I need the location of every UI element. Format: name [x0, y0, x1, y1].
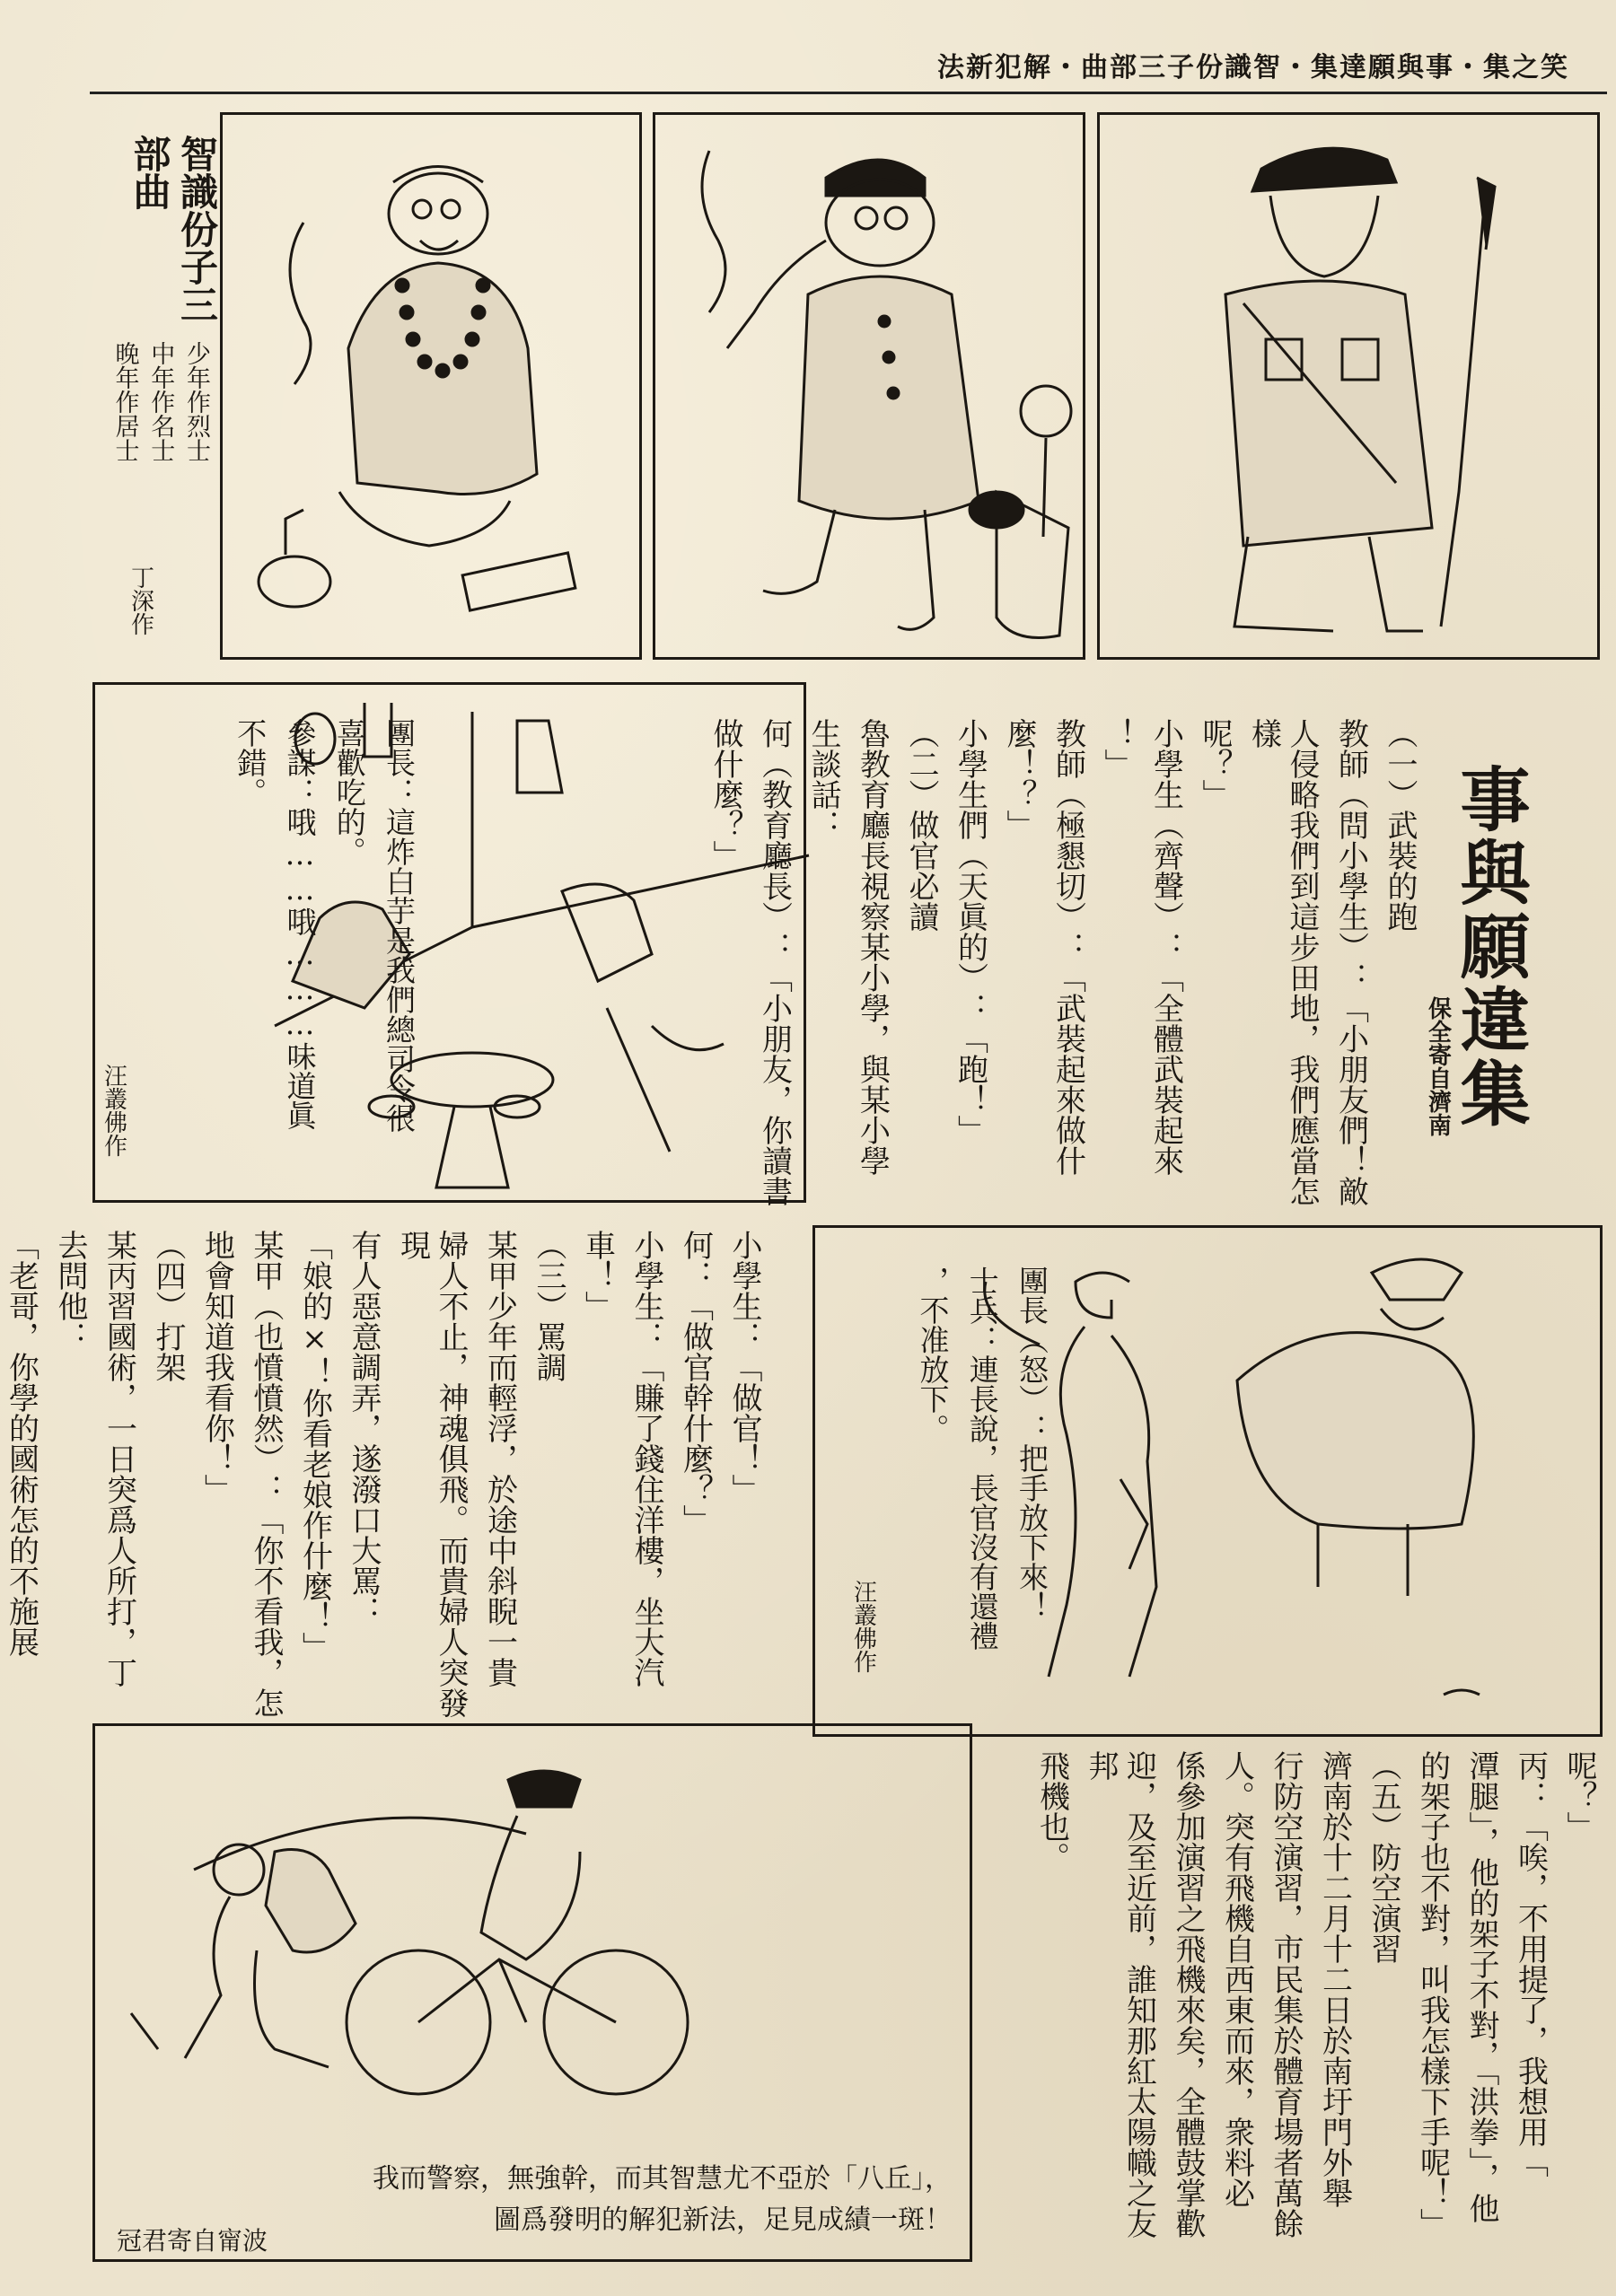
caption-line: 不錯。	[233, 718, 268, 807]
text-column: 教師（極懇切）：「武裝起來做什	[1050, 718, 1086, 1176]
text-column: 麼！？」	[1001, 718, 1037, 840]
police-author: 冠君寄自甯波	[117, 2226, 268, 2256]
text-column: 何（教育廳長）：「小朋友，你讀書	[756, 718, 793, 1206]
section-heading: （四）打架	[150, 1230, 186, 1382]
military-officer-illustration	[1100, 115, 1603, 662]
text-column: 某丙習國術，一日突爲人所打，丁	[101, 1230, 137, 1687]
text-column: 「老哥，你學的國術怎的不施展	[3, 1230, 40, 1657]
section-heading: （一）武裝的跑	[1382, 718, 1418, 932]
caption-line: 團長：這炸白芋是我們總司令很	[382, 718, 417, 1133]
text-column: 飛機也。	[1033, 1750, 1070, 1872]
caption-line: 士兵：連長說，長官沒有還禮	[964, 1266, 1000, 1651]
trilogy-author: 丁深作	[127, 565, 154, 635]
elderly-scholar-illustration	[223, 115, 645, 662]
text-column: 人侵略我們到這步田地，我們應當怎樣	[1245, 718, 1320, 1206]
text-column: 呢？」	[1197, 718, 1233, 810]
salute-author: 汪叢佛作	[849, 1580, 877, 1673]
trilogy-line: 中年作名士	[146, 341, 175, 462]
trilogy-panel-1	[220, 112, 642, 660]
trilogy-line: 少年作烈士	[182, 341, 210, 462]
text-column: 小學生：「賺了錢住洋樓，坐大汽	[628, 1230, 664, 1687]
banquet-author: 汪叢佛作	[100, 1064, 127, 1157]
text-column: ！」	[1099, 718, 1135, 779]
police-caption-line-1: 圖爲發明的解犯新法，足見成績一斑！	[494, 2204, 952, 2236]
text-column: 有人惡意調弄，遂潑口大罵：	[346, 1230, 382, 1626]
caption-line: 參謀：哦……哦………味道眞	[282, 718, 318, 1130]
article-title: 事與願違集	[1448, 763, 1531, 1131]
trilogy-line: 晚年作居士	[110, 341, 139, 462]
text-column: 地會知道我看你！」	[198, 1230, 235, 1504]
text-column: 教師（問小學生）：「小朋友們！敵	[1332, 718, 1369, 1206]
text-column: 生談話：	[805, 718, 841, 840]
text-column: 人。突有飛機自西東而來，衆料必	[1218, 1750, 1255, 2208]
caption-line: 喜歡吃的。	[331, 718, 367, 866]
text-column: 小學生（齊聲）：「全體武裝起來	[1147, 718, 1184, 1176]
text-column: 係參加演習之飛機來矣，全體鼓掌歡	[1170, 1750, 1206, 2239]
text-column: 濟南於十二月十二日於南圩門外舉	[1316, 1750, 1353, 2208]
police-caption-line-2: 我而警察，無強幹，而其智慧尤不亞於「八丘」，	[373, 2163, 952, 2195]
text-column: 婦人不止，神魂俱飛。而貴婦人突發現	[394, 1230, 469, 1718]
running-header: 法新犯解・曲部三子份識智・集達願與事・集之笑	[937, 52, 1569, 83]
trilogy-title: 智識份子三部曲	[127, 135, 219, 323]
article-byline: 保全寄自濟南	[1424, 996, 1452, 1136]
section-heading: （三）罵調	[531, 1230, 566, 1382]
trilogy-panel-2	[653, 112, 1085, 660]
pipe-smoking-gentleman-illustration	[655, 115, 1088, 662]
text-column: 某甲（也憤憤然）：「你不看我，怎	[248, 1230, 284, 1718]
sections-two-three-four	[3, 1230, 763, 1732]
text-column: 「娘的×！你看老娘作什麼！」	[296, 1230, 333, 1662]
text-column: 做什麼？」	[707, 718, 743, 871]
text-column: 小學生：「做官！」	[726, 1230, 762, 1504]
text-column: 小學生們（天眞的）：「跑！」	[952, 718, 988, 1145]
text-column: 呢？」	[1561, 1750, 1597, 1842]
header-rule	[90, 92, 1607, 94]
salute-caption	[871, 1266, 1050, 1669]
banquet-caption	[94, 718, 417, 1167]
text-column: 行防空演習，市民集於體育場者萬餘	[1268, 1750, 1304, 2239]
trilogy-lines	[108, 341, 211, 574]
section-heading: （五）防空演習	[1366, 1750, 1401, 1964]
trilogy-panel-3	[1097, 112, 1600, 660]
text-column: 潭腿」，他的架子不對，「洪拳」，他	[1463, 1750, 1499, 2223]
text-column: 何：「做官幹什麼？」	[677, 1230, 714, 1535]
caption-line: 團長（怒）：把手放下來！	[1014, 1266, 1050, 1621]
text-column: 車！」	[579, 1230, 616, 1321]
text-column: 丙：「唉，不用提了，我想用「	[1512, 1750, 1549, 2178]
text-column: 某甲少年而輕浮，於途中斜睨一貴	[481, 1230, 518, 1687]
sections-four-five	[988, 1750, 1598, 2253]
text-column: 迎，及至近前，誰知那紅太陽幟之友邦	[1083, 1750, 1157, 2239]
section-heading: （二）做官必讀	[903, 718, 939, 932]
text-column: 魯教育廳長視察某小學，與某小學	[854, 718, 891, 1176]
caption-line: ，不准放下。	[915, 1266, 951, 1443]
sections-one-two	[707, 718, 1418, 1221]
text-column: 的架子也不對，叫我怎樣下手呢！」	[1414, 1750, 1451, 2239]
text-column: 去問他：	[52, 1230, 88, 1352]
